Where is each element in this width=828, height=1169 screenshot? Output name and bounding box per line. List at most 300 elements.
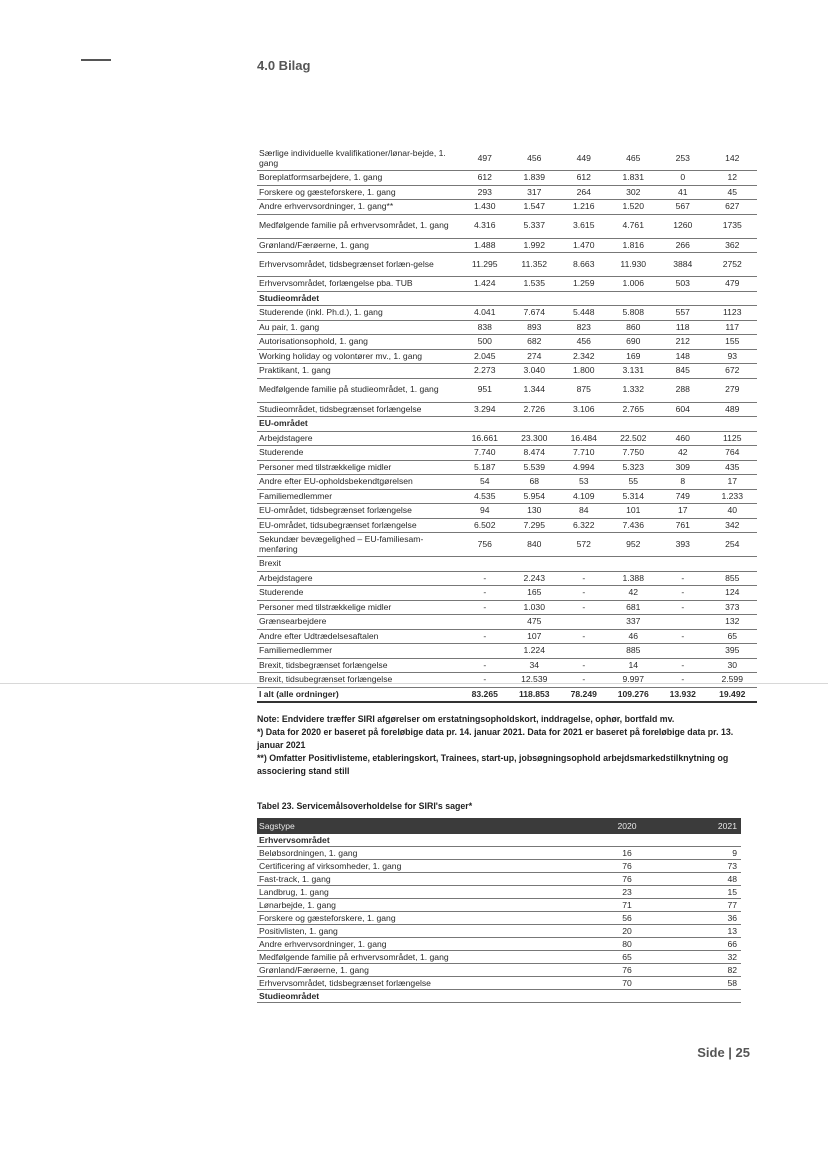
value-2020: 76 xyxy=(577,860,677,873)
row-value: 465 xyxy=(609,147,659,171)
row-label: Arbejdstagere xyxy=(257,571,460,586)
row-value xyxy=(559,291,609,306)
table-row xyxy=(257,238,757,253)
row-value: 274 xyxy=(510,349,560,364)
row-value: 3.294 xyxy=(460,402,510,417)
row-value: 2.243 xyxy=(510,571,560,586)
table-row xyxy=(257,214,757,238)
row-label: Medfølgende familie på erhvervsområdet, 1. gang xyxy=(257,214,460,238)
row-value: 5.954 xyxy=(510,489,560,504)
row-value: 118 xyxy=(658,320,708,335)
row-value: 41 xyxy=(658,185,708,200)
row-value: 393 xyxy=(658,533,708,557)
row-value: 456 xyxy=(510,147,560,171)
row-label: Personer med tilstrækkelige midler xyxy=(257,600,460,615)
row-value: 293 xyxy=(460,185,510,200)
row-value xyxy=(510,291,560,306)
value-2020: 80 xyxy=(577,938,677,951)
row-value: 83.265 xyxy=(460,687,510,702)
row-value: - xyxy=(460,586,510,601)
row-value: 45 xyxy=(708,185,758,200)
row-value: 5.337 xyxy=(510,214,560,238)
row-value: 479 xyxy=(708,277,758,292)
row-value: 1.831 xyxy=(609,171,659,186)
value-2021 xyxy=(677,990,741,1003)
row-value: 1.224 xyxy=(510,644,560,659)
table-row xyxy=(257,253,757,277)
row-value xyxy=(708,417,758,432)
row-value: - xyxy=(460,629,510,644)
row-value: 109.276 xyxy=(609,687,659,702)
table-row xyxy=(257,147,757,171)
row-value: 55 xyxy=(609,475,659,490)
table-row xyxy=(257,335,757,350)
value-2020 xyxy=(577,990,677,1003)
row-value: 1.259 xyxy=(559,277,609,292)
row-value: 2.045 xyxy=(460,349,510,364)
table-row xyxy=(257,349,757,364)
value-2021: 66 xyxy=(677,938,741,951)
row-value: 1.800 xyxy=(559,364,609,379)
row-value: 34 xyxy=(510,658,560,673)
row-value: 16.661 xyxy=(460,431,510,446)
table-row xyxy=(257,378,757,402)
table-row xyxy=(257,951,741,964)
table-row xyxy=(257,912,741,925)
row-value: - xyxy=(658,600,708,615)
row-label: Praktikant, 1. gang xyxy=(257,364,460,379)
row-value: 1.344 xyxy=(510,378,560,402)
row-value: 65 xyxy=(708,629,758,644)
row-value xyxy=(559,644,609,659)
row-value: - xyxy=(658,629,708,644)
row-label: Andre erhvervsordninger, 1. gang xyxy=(257,938,577,951)
row-value: 756 xyxy=(460,533,510,557)
page-number: Side | 25 xyxy=(697,1045,750,1060)
row-label: Certificering af virksomheder, 1. gang xyxy=(257,860,577,873)
value-2021: 32 xyxy=(677,951,741,964)
row-label: Forskere og gæsteforskere, 1. gang xyxy=(257,912,577,925)
row-value: 838 xyxy=(460,320,510,335)
table-row xyxy=(257,658,757,673)
row-value: 860 xyxy=(609,320,659,335)
value-2020: 16 xyxy=(577,847,677,860)
row-value: 94 xyxy=(460,504,510,519)
row-value: 6.322 xyxy=(559,518,609,533)
row-value: 4.535 xyxy=(460,489,510,504)
row-value: 68 xyxy=(510,475,560,490)
row-value: 690 xyxy=(609,335,659,350)
table-row xyxy=(257,475,757,490)
row-value: 1.816 xyxy=(609,238,659,253)
row-label: Grænsearbejdere xyxy=(257,615,460,630)
row-value: 11.295 xyxy=(460,253,510,277)
row-label: EU-området xyxy=(257,417,460,432)
row-label: Autorisationsophold, 1. gang xyxy=(257,335,460,350)
table-row xyxy=(257,873,741,886)
table-row xyxy=(257,571,757,586)
row-value: 1.470 xyxy=(559,238,609,253)
row-value: 2.599 xyxy=(708,673,758,688)
row-label: Grønland/Færøerne, 1. gang xyxy=(257,238,460,253)
header-sagstype: Sagstype xyxy=(257,818,577,834)
table-row xyxy=(257,615,757,630)
row-value: - xyxy=(559,673,609,688)
row-value: 169 xyxy=(609,349,659,364)
row-value: 885 xyxy=(609,644,659,659)
row-value xyxy=(708,291,758,306)
row-label: Personer med tilstrækkelige midler xyxy=(257,460,460,475)
table-row xyxy=(257,860,741,873)
row-value: 489 xyxy=(708,402,758,417)
value-2021: 9 xyxy=(677,847,741,860)
row-value xyxy=(510,417,560,432)
row-label: Særlige individuelle kvalifikationer/lønar-bejde, 1. gang xyxy=(257,147,460,171)
row-value: 1.233 xyxy=(708,489,758,504)
row-value: 823 xyxy=(559,320,609,335)
note-general: Note: Endvidere træffer SIRI afgørelser om erstatningsopholdskort, inddragelse, ophør, bortfald mv. xyxy=(257,714,675,724)
row-value: 5.314 xyxy=(609,489,659,504)
row-value: 4.316 xyxy=(460,214,510,238)
row-value: 3884 xyxy=(658,253,708,277)
row-value: 2.273 xyxy=(460,364,510,379)
table-row xyxy=(257,644,757,659)
row-value: 475 xyxy=(510,615,560,630)
row-value: 875 xyxy=(559,378,609,402)
row-value: 118.853 xyxy=(510,687,560,702)
value-2020: 23 xyxy=(577,886,677,899)
header-2020: 2020 xyxy=(577,818,677,834)
row-value: 951 xyxy=(460,378,510,402)
table-row xyxy=(257,847,741,860)
row-value: 264 xyxy=(559,185,609,200)
table23-title: Tabel 23. Servicemålsoverholdelse for SIRI's sager* xyxy=(257,801,473,811)
row-label: Beløbsordningen, 1. gang xyxy=(257,847,577,860)
value-2021: 82 xyxy=(677,964,741,977)
header-rule xyxy=(81,59,111,61)
row-value: 212 xyxy=(658,335,708,350)
table-row xyxy=(257,964,741,977)
table-row xyxy=(257,504,757,519)
row-value: 101 xyxy=(609,504,659,519)
row-value xyxy=(658,417,708,432)
row-value: 130 xyxy=(510,504,560,519)
row-value: 449 xyxy=(559,147,609,171)
row-value xyxy=(609,417,659,432)
row-label: I alt (alle ordninger) xyxy=(257,687,460,702)
table-row xyxy=(257,460,757,475)
row-value: 497 xyxy=(460,147,510,171)
row-value: 22.502 xyxy=(609,431,659,446)
row-value: - xyxy=(559,658,609,673)
row-label: Boreplatformsarbejdere, 1. gang xyxy=(257,171,460,186)
row-value: 7.436 xyxy=(609,518,659,533)
row-value: 17 xyxy=(658,504,708,519)
row-value: 1125 xyxy=(708,431,758,446)
table-row xyxy=(257,489,757,504)
table-row xyxy=(257,925,741,938)
row-value: 7.674 xyxy=(510,306,560,321)
row-value: 764 xyxy=(708,446,758,461)
row-value: 1735 xyxy=(708,214,758,238)
row-value: 362 xyxy=(708,238,758,253)
row-value: 7.750 xyxy=(609,446,659,461)
row-value: 3.040 xyxy=(510,364,560,379)
table23-header-row xyxy=(257,818,741,834)
applications-table xyxy=(257,147,757,703)
table-row xyxy=(257,402,757,417)
row-value: 1.424 xyxy=(460,277,510,292)
row-value: 14 xyxy=(609,658,659,673)
table-row xyxy=(257,600,757,615)
table-row xyxy=(257,938,741,951)
table-row xyxy=(257,277,757,292)
row-value xyxy=(460,557,510,572)
row-label: Forskere og gæsteforskere, 1. gang xyxy=(257,185,460,200)
row-value: 317 xyxy=(510,185,560,200)
row-value: 557 xyxy=(658,306,708,321)
row-value xyxy=(708,557,758,572)
value-2020: 70 xyxy=(577,977,677,990)
table-row xyxy=(257,171,757,186)
value-2021: 36 xyxy=(677,912,741,925)
row-value: 672 xyxy=(708,364,758,379)
table-row xyxy=(257,200,757,215)
row-label: Brexit, tidsbegrænset forlængelse xyxy=(257,658,460,673)
row-value: 1.216 xyxy=(559,200,609,215)
note-other-schemes: **) Omfatter Positivlisteme, etableringskort, Trainees, start-up, jobsøgningsophold arbejdsmarkedstilknytning og associering stand still xyxy=(257,753,729,776)
section-title: 4.0 Bilag xyxy=(257,58,311,73)
row-value: 8.474 xyxy=(510,446,560,461)
value-2020: 56 xyxy=(577,912,677,925)
row-label: Positivlisten, 1. gang xyxy=(257,925,577,938)
row-value: 2.342 xyxy=(559,349,609,364)
row-label: Landbrug, 1. gang xyxy=(257,886,577,899)
row-label: Studieområdet xyxy=(257,990,577,1003)
row-label: Familiemedlemmer xyxy=(257,489,460,504)
row-value xyxy=(510,557,560,572)
row-label: EU-området, tidsbegrænset forlængelse xyxy=(257,504,460,519)
row-value: 7.740 xyxy=(460,446,510,461)
header-2021: 2021 xyxy=(677,818,741,834)
row-value xyxy=(460,615,510,630)
row-value: 500 xyxy=(460,335,510,350)
row-value: - xyxy=(460,571,510,586)
table-row xyxy=(257,990,741,1003)
row-value: 4.761 xyxy=(609,214,659,238)
table-row xyxy=(257,977,741,990)
row-value: 4.109 xyxy=(559,489,609,504)
row-value: 681 xyxy=(609,600,659,615)
row-value: 3.131 xyxy=(609,364,659,379)
row-value: 855 xyxy=(708,571,758,586)
row-value: 1.488 xyxy=(460,238,510,253)
row-value: 682 xyxy=(510,335,560,350)
row-value: 749 xyxy=(658,489,708,504)
table-row xyxy=(257,518,757,533)
row-label: Arbejdstagere xyxy=(257,431,460,446)
row-value: 4.041 xyxy=(460,306,510,321)
row-value: 302 xyxy=(609,185,659,200)
row-value: - xyxy=(559,571,609,586)
row-value: 503 xyxy=(658,277,708,292)
row-label: EU-området, tidsubegrænset forlængelse xyxy=(257,518,460,533)
row-value: 1.992 xyxy=(510,238,560,253)
row-value: 5.187 xyxy=(460,460,510,475)
table-row xyxy=(257,557,757,572)
row-value: 373 xyxy=(708,600,758,615)
row-value: 5.323 xyxy=(609,460,659,475)
row-value: - xyxy=(559,586,609,601)
row-value: 6.502 xyxy=(460,518,510,533)
row-value: 1.535 xyxy=(510,277,560,292)
row-value: 337 xyxy=(609,615,659,630)
row-value: 2.726 xyxy=(510,402,560,417)
value-2020 xyxy=(577,834,677,847)
row-value: 93 xyxy=(708,349,758,364)
row-value: 612 xyxy=(559,171,609,186)
value-2021: 48 xyxy=(677,873,741,886)
value-2021 xyxy=(677,834,741,847)
row-value: 23.300 xyxy=(510,431,560,446)
row-value: 952 xyxy=(609,533,659,557)
row-value: - xyxy=(658,571,708,586)
value-2020: 65 xyxy=(577,951,677,964)
note-data-dates: *) Data for 2020 er baseret på foreløbige data pr. 14. januar 2021. Data for 2021 er baseret på foreløbige data pr. 13. januar 2021 xyxy=(257,727,734,750)
row-value xyxy=(460,291,510,306)
row-value: 395 xyxy=(708,644,758,659)
row-value: 16.484 xyxy=(559,431,609,446)
row-label: Studerende xyxy=(257,446,460,461)
row-value: 0 xyxy=(658,171,708,186)
row-value: 893 xyxy=(510,320,560,335)
row-value: 46 xyxy=(609,629,659,644)
value-2021: 15 xyxy=(677,886,741,899)
table-row xyxy=(257,886,741,899)
row-value: - xyxy=(658,586,708,601)
row-label: Au pair, 1. gang xyxy=(257,320,460,335)
row-value: 1.388 xyxy=(609,571,659,586)
row-value: 604 xyxy=(658,402,708,417)
row-value: 107 xyxy=(510,629,560,644)
row-label: Erhvervsområdet, tidsbegrænset forlængelse xyxy=(257,977,577,990)
row-label: Andre erhvervsordninger, 1. gang** xyxy=(257,200,460,215)
value-2020: 20 xyxy=(577,925,677,938)
value-2021: 73 xyxy=(677,860,741,873)
row-label: Familiemedlemmer xyxy=(257,644,460,659)
row-value: 2752 xyxy=(708,253,758,277)
value-2021: 13 xyxy=(677,925,741,938)
row-value: 1.839 xyxy=(510,171,560,186)
row-label: Andre efter EU-opholdsbekendtgørelsen xyxy=(257,475,460,490)
row-value: 761 xyxy=(658,518,708,533)
row-value: 572 xyxy=(559,533,609,557)
row-label: Brexit, tidsubegrænset forlængelse xyxy=(257,673,460,688)
row-label: Grønland/Færøerne, 1. gang xyxy=(257,964,577,977)
row-value: 1.006 xyxy=(609,277,659,292)
row-value: 7.295 xyxy=(510,518,560,533)
row-value xyxy=(609,557,659,572)
value-2021: 58 xyxy=(677,977,741,990)
row-value: - xyxy=(460,600,510,615)
row-value: 840 xyxy=(510,533,560,557)
row-label: Lønarbejde, 1. gang xyxy=(257,899,577,912)
row-label: Andre efter Udtrædelsesaftalen xyxy=(257,629,460,644)
row-value: 11.352 xyxy=(510,253,560,277)
row-value: 17 xyxy=(708,475,758,490)
table-row xyxy=(257,629,757,644)
row-value: 42 xyxy=(609,586,659,601)
row-label: Medfølgende familie på studieområdet, 1. gang xyxy=(257,378,460,402)
row-label: Brexit xyxy=(257,557,460,572)
row-value xyxy=(559,615,609,630)
row-value xyxy=(460,644,510,659)
table-row xyxy=(257,320,757,335)
table-row xyxy=(257,586,757,601)
row-value: 279 xyxy=(708,378,758,402)
row-value xyxy=(609,291,659,306)
row-value xyxy=(460,417,510,432)
row-value: 845 xyxy=(658,364,708,379)
row-label: Erhvervsområdet xyxy=(257,834,577,847)
row-value: 1260 xyxy=(658,214,708,238)
table-row xyxy=(257,446,757,461)
row-value: 1.430 xyxy=(460,200,510,215)
row-value: 460 xyxy=(658,431,708,446)
row-value: - xyxy=(658,673,708,688)
row-value: 254 xyxy=(708,533,758,557)
row-value: 1.332 xyxy=(609,378,659,402)
row-value: - xyxy=(460,658,510,673)
row-value: 132 xyxy=(708,615,758,630)
row-value: 13.932 xyxy=(658,687,708,702)
row-value: 3.615 xyxy=(559,214,609,238)
row-value: 253 xyxy=(658,147,708,171)
row-value: 1123 xyxy=(708,306,758,321)
table-row xyxy=(257,185,757,200)
row-value: 1.547 xyxy=(510,200,560,215)
row-value: 7.710 xyxy=(559,446,609,461)
row-value: 435 xyxy=(708,460,758,475)
row-label: Medfølgende familie på erhvervsområdet, 1. gang xyxy=(257,951,577,964)
row-value: 1.520 xyxy=(609,200,659,215)
row-value: 117 xyxy=(708,320,758,335)
row-value: 12.539 xyxy=(510,673,560,688)
row-value: - xyxy=(559,629,609,644)
row-value: 9.997 xyxy=(609,673,659,688)
row-value xyxy=(658,291,708,306)
row-value xyxy=(559,557,609,572)
value-2020: 76 xyxy=(577,964,677,977)
row-value: 54 xyxy=(460,475,510,490)
row-value: 165 xyxy=(510,586,560,601)
row-value: 266 xyxy=(658,238,708,253)
row-value: 288 xyxy=(658,378,708,402)
table-row xyxy=(257,291,757,306)
row-value: 11.930 xyxy=(609,253,659,277)
row-value: - xyxy=(559,600,609,615)
row-value: 4.994 xyxy=(559,460,609,475)
table-row xyxy=(257,834,741,847)
table-row xyxy=(257,533,757,557)
row-value: 53 xyxy=(559,475,609,490)
row-value: 40 xyxy=(708,504,758,519)
row-label: Sekundær bevægelighed – EU-familiesam-menføring xyxy=(257,533,460,557)
row-value: 155 xyxy=(708,335,758,350)
row-label: Working holiday og volontører mv., 1. gang xyxy=(257,349,460,364)
value-2021: 77 xyxy=(677,899,741,912)
row-label: Studieområdet, tidsbegrænset forlængelse xyxy=(257,402,460,417)
